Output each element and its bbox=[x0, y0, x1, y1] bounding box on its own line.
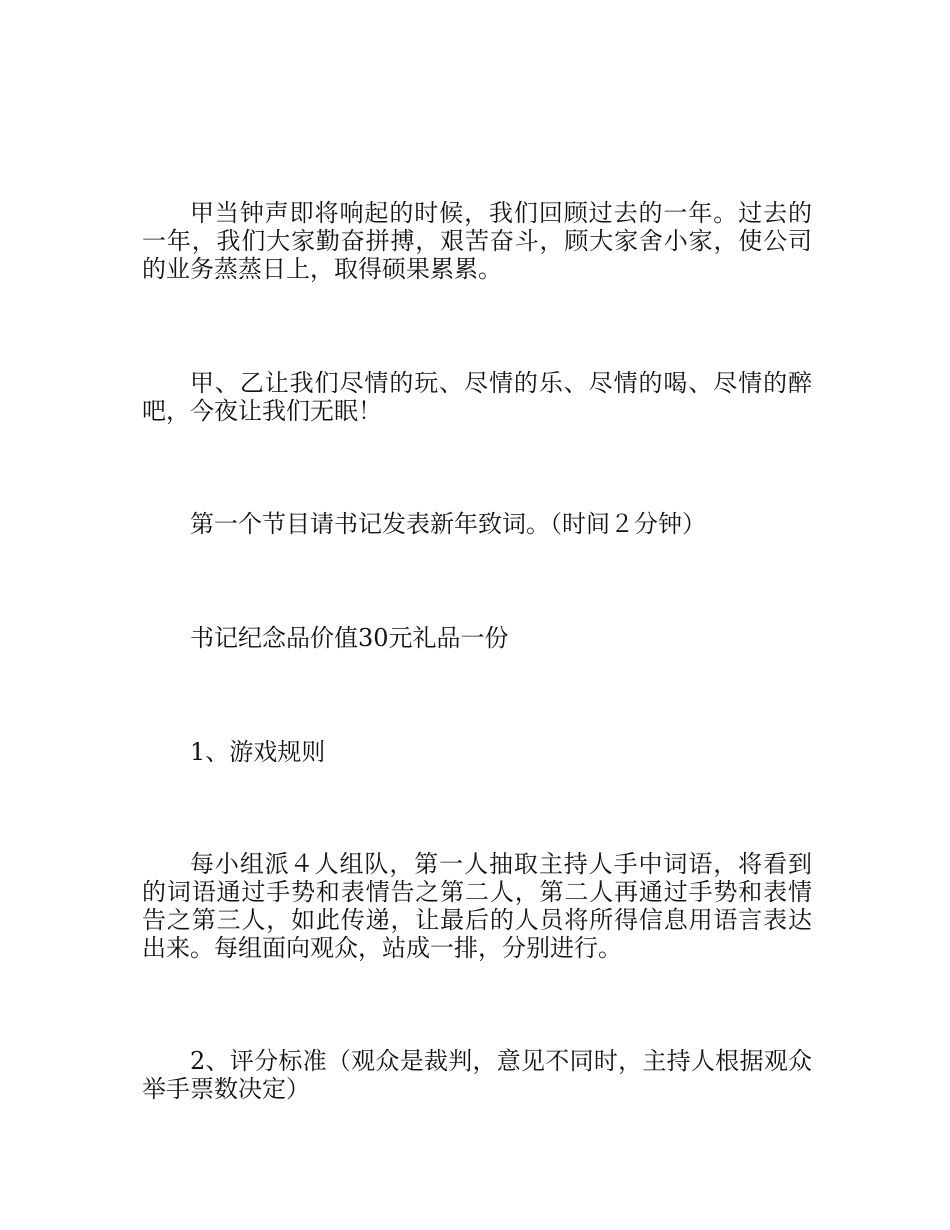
paragraph-gift: 书记纪念品价值30元礼品一份 bbox=[190, 624, 509, 652]
paragraph-first-program: 第一个节目请书记发表新年致词。（时间２分钟） bbox=[190, 510, 706, 538]
paragraph-toast: 甲、乙让我们尽情的玩、尽情的乐、尽情的喝、尽情的醉吧，今夜让我们无眠！ bbox=[142, 369, 812, 425]
paragraph-opening: 甲当钟声即将响起的时候，我们回顾过去的一年。过去的一年，我们大家勤奋拼搏，艰苦奋斗，顾大家舍小家，使公司的业务蒸蒸日上，取得硕果累累。 bbox=[142, 199, 812, 283]
paragraph-game-rules-heading: 1、游戏规则 bbox=[190, 738, 326, 766]
paragraph-scoring-criteria: 2、评分标准（观众是裁判，意见不同时，主持人根据观众举手票数决定） bbox=[142, 1047, 812, 1103]
paragraph-game-rules: 每小组派４人组队，第一人抽取主持人手中词语，将看到的词语通过手势和表情告之第二人，第二人再通过手势和表情告之第三人，如此传递，让最后的人员将所得信息用语言表达出来。每组面向观众，站成一排，分别进行。 bbox=[142, 850, 812, 962]
